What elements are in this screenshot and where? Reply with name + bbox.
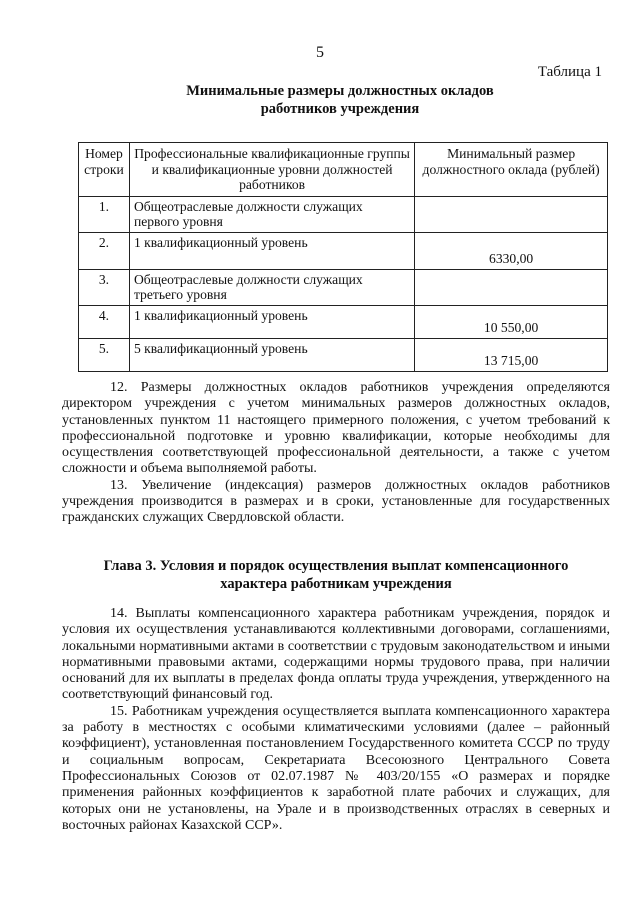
paragraph-13: 13. Увеличение (индексация) размеров должностных окладов работников учреждения производится в размерах и в сроки, установленные для государственных гражданских служащих Свердловской области.: [62, 477, 610, 526]
table-title-line: работников учреждения: [260, 101, 420, 117]
row-number: 5.: [79, 338, 130, 371]
row-name: Общеотраслевые должности служащих третьего уровня: [129, 269, 414, 305]
paragraph-14: 14. Выплаты компенсационного характера работникам учреждения, порядок и условия их осуществления устанавливаются коллективными договорами, соглашениями, локальными нормативными актами в соответствии с трудовым законодательством и иными нормативными правовыми актами, содержащими нормы трудового права, при наличии оснований для их выплаты в пределах фонда оплаты труда учреждения, утвержденного на соответствующий финансовый год.: [62, 606, 610, 703]
row-value: 6330,00: [415, 232, 608, 269]
header-salary: Минимальный размер должностного оклада (рублей): [415, 143, 608, 197]
page-number: 5: [316, 44, 324, 61]
table-row: [79, 305, 608, 338]
row-number: 1.: [79, 196, 130, 232]
header-row-number: Номер строки: [79, 143, 130, 197]
row-number: 4.: [79, 305, 130, 338]
paragraph-15: 15. Работникам учреждения осуществляется выплата компенсационного характера за работу в местностях с особыми климатическими условиями (далее – районный коэффициент), установленная постановлением Государственного комитета СССР по труду и социальным вопросам, Секретариата Всесоюзного Центрального Совета Профессиональных Союзов от 02.07.1987 № 403/20/155 «О размерах и порядке применения районных коэффициентов к заработной плате рабочих и служащих, для которых они не установлены, на Урале и в производственных отраслях в северных и восточных районах Казахской ССР».: [62, 703, 610, 833]
row-value: [415, 269, 608, 305]
chapter-title: [62, 557, 610, 593]
row-name: 5 квалификационный уровень: [129, 338, 414, 371]
chapter-title-line: Глава 3. Условия и порядок осуществления выплат компенсационного: [103, 558, 569, 574]
table-row: [79, 232, 608, 269]
table-row: [79, 269, 608, 305]
paragraph-12: 12. Размеры должностных окладов работников учреждения определяются директором учреждения с учетом минимальных размеров должностных окладов, установленных пунктом 11 настоящего примерного положения, с учетом требований к профессиональной подготовке и уровню квалификации, которые необходимы для осуществления соответствующей профессиональной деятельности, а также с учетом сложности и объема выполняемой работы.: [62, 380, 610, 477]
header-groups: Профессиональные квалификационные группы и квалификационные уровни должностей работников: [129, 143, 414, 197]
row-name: 1 квалификационный уровень: [129, 232, 414, 269]
row-value: 10 550,00: [415, 305, 608, 338]
chapter-title-line: характера работникам учреждения: [220, 576, 452, 592]
row-value: 13 715,00: [415, 338, 608, 371]
paragraphs-block-b: [62, 606, 610, 834]
table-title-line: Минимальные размеры должностных окладов: [186, 83, 494, 99]
salary-table: [78, 142, 608, 372]
row-number: 3.: [79, 269, 130, 305]
row-name: Общеотраслевые должности служащих первого уровня: [129, 196, 414, 232]
table-header-row: [79, 143, 608, 197]
row-number: 2.: [79, 232, 130, 269]
paragraphs-block-a: [62, 380, 610, 527]
table-row: [79, 196, 608, 232]
table-label: Таблица 1: [537, 64, 602, 80]
row-name: 1 квалификационный уровень: [129, 305, 414, 338]
table-title: [120, 82, 560, 118]
table-row: [79, 338, 608, 371]
row-value: [415, 196, 608, 232]
